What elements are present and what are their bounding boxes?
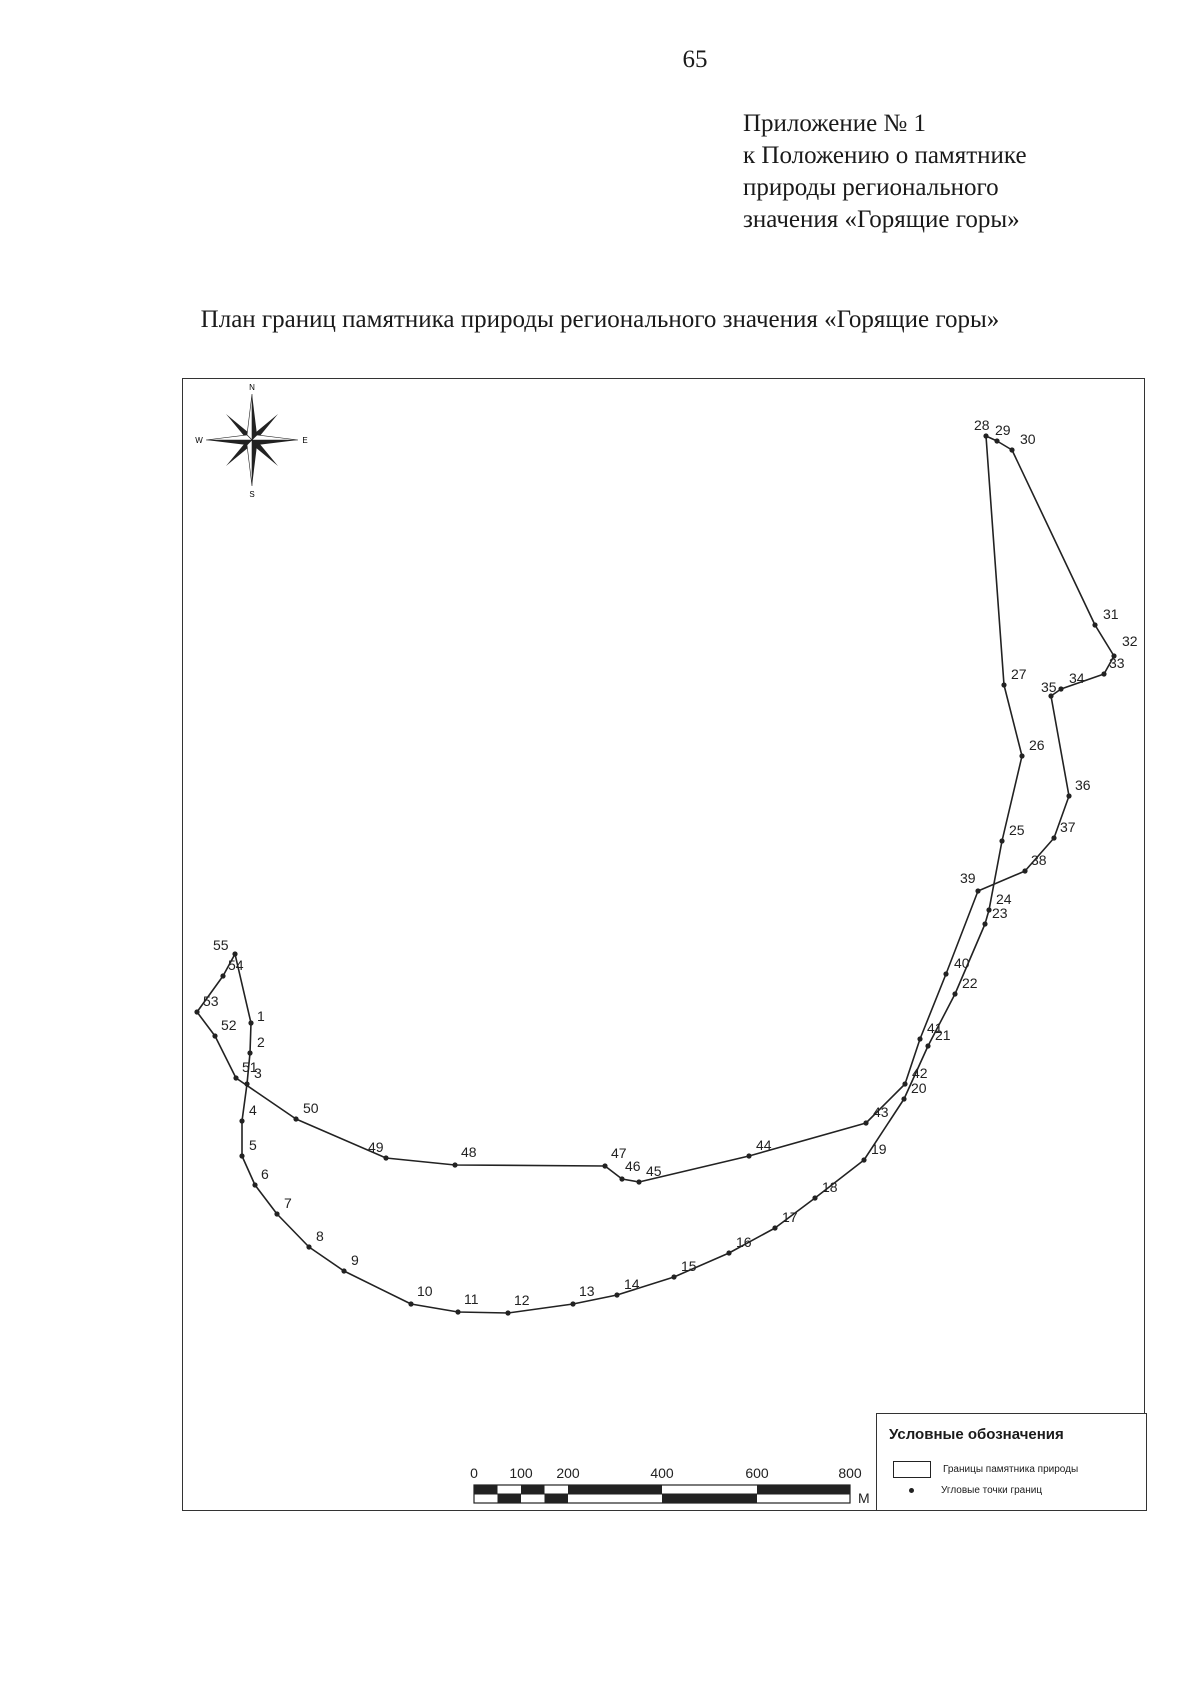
- boundary-point-4: [239, 1118, 244, 1123]
- boundary-point-label-15: 15: [681, 1258, 697, 1274]
- boundary-point-label-37: 37: [1060, 819, 1076, 835]
- boundary-point-16: [726, 1250, 731, 1255]
- boundary-point-51: [233, 1075, 238, 1080]
- boundary-point-label-6: 6: [261, 1166, 269, 1182]
- scale-label-100: 100: [509, 1465, 533, 1481]
- boundary-point-30: [1009, 447, 1014, 452]
- appendix-line-3: природы регионального: [743, 174, 999, 201]
- boundary-point-label-16: 16: [736, 1234, 752, 1250]
- boundary-point-label-14: 14: [624, 1276, 640, 1292]
- boundary-point-25: [999, 838, 1004, 843]
- compass-rose-icon: [195, 383, 307, 499]
- boundary-point-label-47: 47: [611, 1145, 627, 1161]
- scale-label-0: 0: [470, 1465, 478, 1481]
- boundary-point-22: [952, 991, 957, 996]
- boundary-point-11: [455, 1309, 460, 1314]
- appendix-heading: [743, 108, 1027, 236]
- boundary-point-label-27: 27: [1011, 666, 1027, 682]
- boundary-point-label-36: 36: [1075, 777, 1091, 793]
- boundary-point-44: [746, 1153, 751, 1158]
- boundary-point-label-55: 55: [213, 937, 229, 953]
- boundary-point-53: [194, 1009, 199, 1014]
- boundary-point-label-12: 12: [514, 1292, 530, 1308]
- boundary-point-label-38: 38: [1031, 852, 1047, 868]
- boundary-point-55: [232, 951, 237, 956]
- boundary-point-38: [1022, 868, 1027, 873]
- boundary-point-20: [901, 1096, 906, 1101]
- boundary-point-label-51: 51: [242, 1059, 258, 1075]
- boundary-point-label-45: 45: [646, 1163, 662, 1179]
- boundary-point-34: [1058, 686, 1063, 691]
- boundary-point-label-44: 44: [756, 1137, 772, 1153]
- boundary-point-37: [1051, 835, 1056, 840]
- boundary-point-26: [1019, 753, 1024, 758]
- boundary-point-3: [244, 1081, 249, 1086]
- boundary-point-label-33: 33: [1109, 655, 1125, 671]
- boundary-point-label-49: 49: [368, 1139, 384, 1155]
- boundary-point-label-4: 4: [249, 1102, 257, 1118]
- scale-unit: М: [858, 1490, 870, 1506]
- boundary-map: [182, 378, 1145, 1511]
- boundary-point-label-11: 11: [464, 1291, 479, 1307]
- scale-label-200: 200: [556, 1465, 580, 1481]
- boundary-point-label-48: 48: [461, 1144, 477, 1160]
- boundary-point-label-40: 40: [954, 955, 970, 971]
- boundary-point-label-29: 29: [995, 422, 1011, 438]
- boundary-point-33: [1101, 671, 1106, 676]
- legend-row-boundary: [893, 1461, 1078, 1478]
- boundary-point-45: [636, 1179, 641, 1184]
- boundary-point-29: [994, 438, 999, 443]
- boundary-point-13: [570, 1301, 575, 1306]
- boundary-point-label-39: 39: [960, 870, 976, 886]
- boundary-point-2: [247, 1050, 252, 1055]
- boundary-point-28: [983, 433, 988, 438]
- boundary-points: [194, 417, 1137, 1316]
- boundary-point-label-35: 35: [1041, 679, 1057, 695]
- boundary-polygon: [197, 436, 1114, 1313]
- boundary-point-48: [452, 1162, 457, 1167]
- boundary-point-label-8: 8: [316, 1228, 324, 1244]
- compass-e: E: [302, 436, 308, 445]
- boundary-point-label-7: 7: [284, 1195, 292, 1211]
- boundary-point-label-34: 34: [1069, 670, 1085, 686]
- boundary-point-17: [772, 1225, 777, 1230]
- boundary-point-39: [975, 888, 980, 893]
- boundary-point-label-21: 21: [935, 1027, 951, 1043]
- boundary-point-label-53: 53: [203, 993, 219, 1009]
- boundary-point-label-30: 30: [1020, 431, 1036, 447]
- boundary-point-label-50: 50: [303, 1100, 319, 1116]
- boundary-point-46: [619, 1176, 624, 1181]
- boundary-point-5: [239, 1153, 244, 1158]
- boundary-point-label-2: 2: [257, 1034, 265, 1050]
- boundary-point-label-20: 20: [911, 1080, 927, 1096]
- boundary-point-41: [917, 1036, 922, 1041]
- boundary-point-label-13: 13: [579, 1283, 595, 1299]
- scale-label-400: 400: [650, 1465, 674, 1481]
- boundary-point-label-5: 5: [249, 1137, 257, 1153]
- scale-label-800: 800: [838, 1465, 862, 1481]
- boundary-point-label-17: 17: [782, 1209, 798, 1225]
- boundary-point-label-24: 24: [996, 891, 1012, 907]
- boundary-point-label-28: 28: [974, 417, 990, 433]
- map-legend: [876, 1413, 1147, 1511]
- boundary-point-36: [1066, 793, 1071, 798]
- legend-boundary-label: Границы памятника природы: [943, 1464, 1079, 1476]
- boundary-point-40: [943, 971, 948, 976]
- boundary-point-52: [212, 1033, 217, 1038]
- plan-title: План границ памятника природы регионального значения «Горящие горы»: [200, 306, 1000, 333]
- boundary-point-label-10: 10: [417, 1283, 433, 1299]
- scale-label-600: 600: [745, 1465, 769, 1481]
- boundary-point-label-18: 18: [822, 1179, 838, 1195]
- boundary-point-12: [505, 1310, 510, 1315]
- boundary-point-54: [220, 973, 225, 978]
- boundary-point-15: [671, 1274, 676, 1279]
- boundary-point-24: [986, 907, 991, 912]
- legend-title: Условные обозначения: [889, 1426, 1064, 1443]
- boundary-point-9: [341, 1268, 346, 1273]
- boundary-point-18: [812, 1195, 817, 1200]
- boundary-point-label-52: 52: [221, 1017, 237, 1033]
- legend-row-points: [893, 1485, 1042, 1496]
- boundary-point-label-54: 54: [228, 957, 244, 973]
- boundary-point-label-32: 32: [1122, 633, 1138, 649]
- boundary-point-label-1: 1: [257, 1008, 265, 1024]
- boundary-point-label-23: 23: [992, 905, 1008, 921]
- boundary-point-27: [1001, 682, 1006, 687]
- boundary-point-label-41: 41: [927, 1020, 943, 1036]
- boundary-point-49: [383, 1155, 388, 1160]
- boundary-point-21: [925, 1043, 930, 1048]
- boundary-point-7: [274, 1211, 279, 1216]
- boundary-swatch-icon: [893, 1461, 931, 1478]
- appendix-line-4: значения «Горящие горы»: [743, 206, 1020, 233]
- boundary-point-label-42: 42: [912, 1065, 928, 1081]
- scale-bar: [470, 1465, 870, 1506]
- boundary-point-6: [252, 1182, 257, 1187]
- boundary-point-43: [863, 1120, 868, 1125]
- legend-points-label: Угловые точки границ: [941, 1485, 1043, 1497]
- boundary-point-42: [902, 1081, 907, 1086]
- boundary-point-label-19: 19: [871, 1141, 887, 1157]
- boundary-point-19: [861, 1157, 866, 1162]
- appendix-line-1: Приложение № 1: [743, 110, 927, 137]
- boundary-point-label-46: 46: [625, 1158, 641, 1174]
- appendix-line-2: к Положению о памятнике: [743, 142, 1027, 169]
- boundary-point-8: [306, 1244, 311, 1249]
- boundary-point-31: [1092, 622, 1097, 627]
- boundary-point-label-25: 25: [1009, 822, 1025, 838]
- compass-n: N: [249, 383, 255, 392]
- boundary-point-10: [408, 1301, 413, 1306]
- boundary-point-label-3: 3: [254, 1065, 262, 1081]
- boundary-point-23: [982, 921, 987, 926]
- boundary-point-1: [248, 1020, 253, 1025]
- boundary-point-47: [602, 1163, 607, 1168]
- compass-s: S: [249, 490, 255, 499]
- page-number: 65: [682, 46, 708, 73]
- boundary-point-14: [614, 1292, 619, 1297]
- boundary-point-50: [293, 1116, 298, 1121]
- boundary-point-label-31: 31: [1103, 606, 1119, 622]
- compass-w: W: [195, 436, 203, 445]
- boundary-point-label-22: 22: [962, 975, 978, 991]
- boundary-point-label-43: 43: [873, 1104, 889, 1120]
- boundary-point-label-9: 9: [351, 1252, 359, 1268]
- point-dot-icon: [909, 1488, 914, 1493]
- boundary-point-label-26: 26: [1029, 737, 1045, 753]
